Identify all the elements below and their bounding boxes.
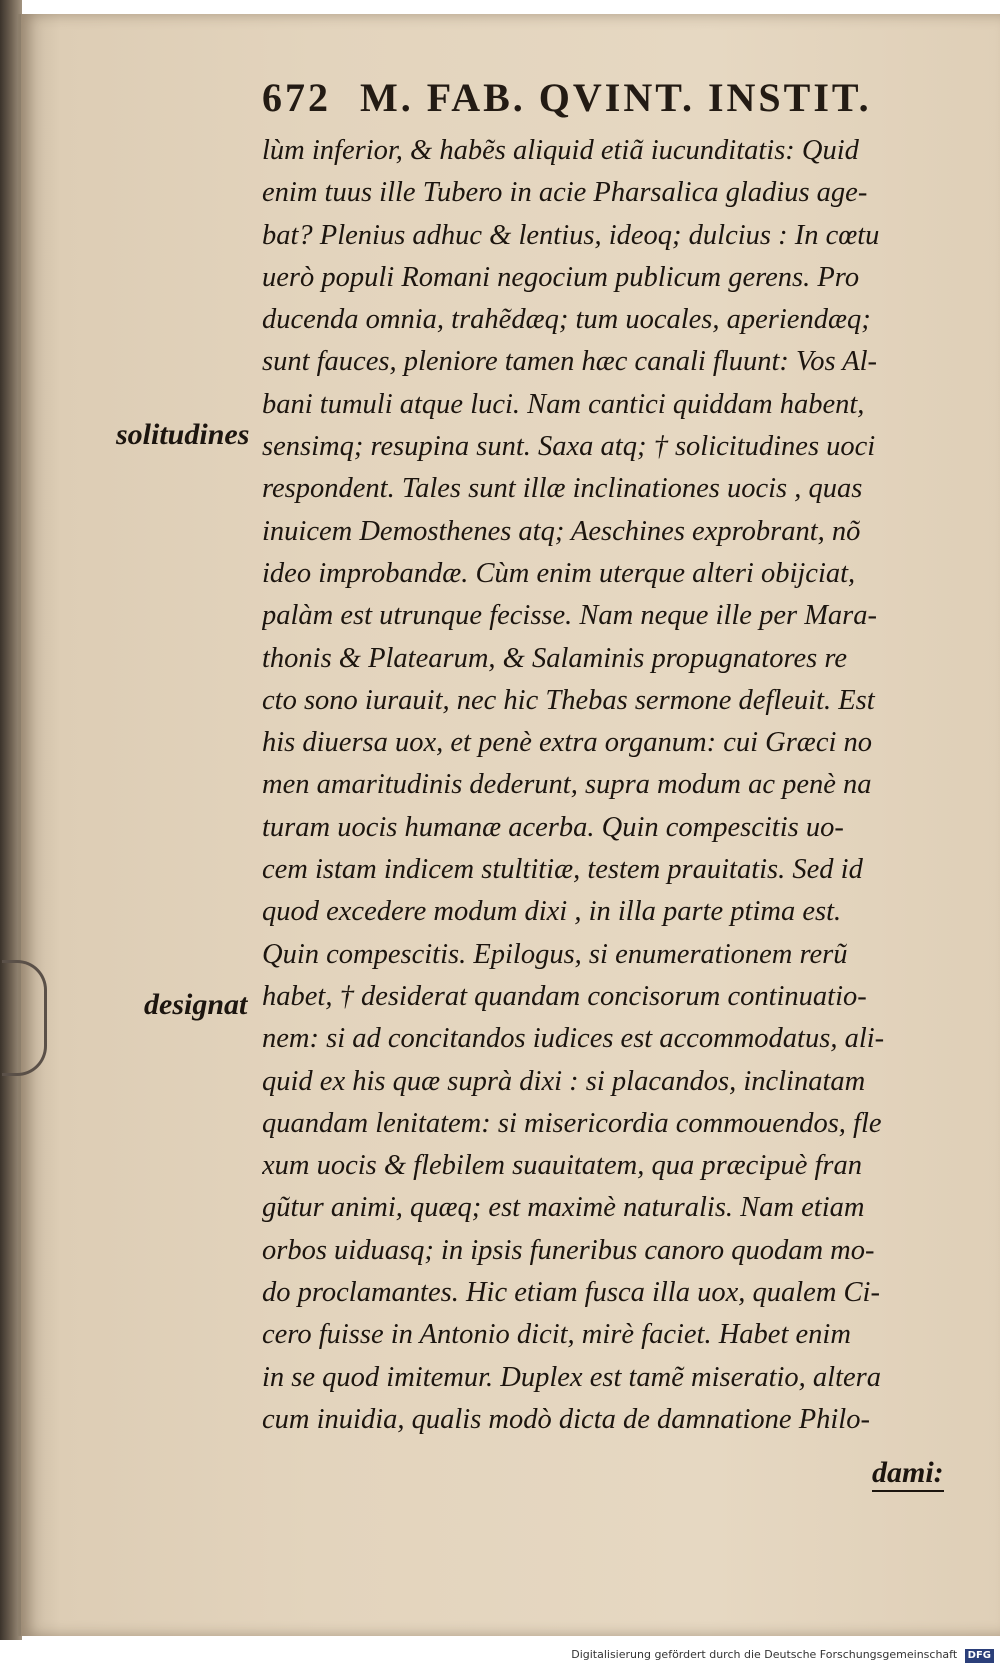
footer-credit: Digitalisierung gefördert durch die Deutsche Forschungsgemeinschaft xyxy=(571,1648,958,1661)
text-line: palàm est utrunque fecisse. Nam neque ille per Mara- xyxy=(262,600,878,632)
text-line: habet, † desiderat quandam concisorum continuatio- xyxy=(262,980,867,1012)
text-line: ducenda omnia, trahẽdæq; tum uocales, aperiendæq; xyxy=(262,304,871,336)
text-line: xum uocis & flebilem suauitatem, qua præcipuè fran xyxy=(262,1150,863,1182)
text-line: men amaritudinis dederunt, supra modum ac penè na xyxy=(262,769,872,801)
text-line: sunt fauces, pleniore tamen hæc canali fluunt: Vos Al- xyxy=(262,346,878,378)
text-line: uerò populi Romani negocium publicum gerens. Pro xyxy=(262,261,860,293)
text-line: quandam lenitatem: si misericordia commouendos, fle xyxy=(262,1107,882,1139)
text-line: bat? Plenius adhuc & lentius, ideoq; dulcius : In cœtu xyxy=(262,219,880,251)
running-title: M. FAB. QVINT. INSTIT. xyxy=(360,75,872,120)
text-line: quod excedere modum dixi , in illa parte ptima est. xyxy=(262,896,842,928)
margin-note-designat: designat xyxy=(144,988,248,1021)
text-line: lùm inferior, & habẽs aliquid etiã iucunditatis: Quid xyxy=(262,135,859,166)
text-line: his diuersa uox, et penè extra organum: cui Græci no xyxy=(262,727,873,759)
text-line: cto sono iurauit, nec hic Thebas sermone defleuit. Est xyxy=(262,684,875,716)
text-line: bani tumuli atque luci. Nam cantici quiddam habent, xyxy=(262,388,865,420)
text-line: cem istam indicem stultitiæ, testem prauitatis. Sed id xyxy=(262,854,863,886)
text-line: quid ex his quæ suprà dixi : si placandos, inclinatam xyxy=(262,1065,866,1097)
text-line: nem: si ad concitandos iudices est accommodatus, ali- xyxy=(262,1023,885,1055)
running-head xyxy=(262,74,882,121)
text-line: Quin compescitis. Epilogus, si enumerationem rerũ xyxy=(262,938,848,970)
dfg-logo-icon: DFG xyxy=(965,1649,994,1663)
body-text xyxy=(262,130,954,1441)
catchword: dami: xyxy=(872,1456,944,1492)
text-line: thonis & Platearum, & Salaminis propugnatores re xyxy=(262,642,848,674)
text-line: inuicem Demosthenes atq; Aeschines exprobrant, nõ xyxy=(262,515,861,547)
text-line: respondent. Tales sunt illæ inclinationes uocis , quas xyxy=(262,473,863,505)
digitization-footer xyxy=(0,1644,1000,1666)
text-line: orbos uiduasq; in ipsis funeribus canoro quodam mo- xyxy=(262,1234,875,1266)
text-line: turam uocis humanæ acerba. Quin compescitis uo- xyxy=(262,811,844,843)
text-line: cum inuidia, qualis modò dicta de damnatione Philo- xyxy=(262,1403,870,1435)
text-line: sensimq; resupina sunt. Saxa atq; † solicitudines uoci xyxy=(262,431,876,463)
text-line: enim tuus ille Tubero in acie Pharsalica gladius age- xyxy=(262,177,868,209)
text-line: gũtur animi, quæq; est maximè naturalis. Nam etiam xyxy=(262,1192,865,1224)
margin-note-solitudines: solitudines xyxy=(116,418,250,451)
text-line: ideo improbandæ. Cùm enim uterque alteri obijciat, xyxy=(262,557,856,589)
ribbon-bookmark xyxy=(2,960,47,1076)
text-line: cero fuisse in Antonio dicit, mirè faciet. Habet enim xyxy=(262,1319,851,1351)
page-number: 672 xyxy=(262,75,331,120)
text-line: do proclamantes. Hic etiam fusca illa uox, qualem Ci- xyxy=(262,1277,880,1309)
text-line: in se quod imitemur. Duplex est tamẽ miseratio, altera xyxy=(262,1361,882,1393)
